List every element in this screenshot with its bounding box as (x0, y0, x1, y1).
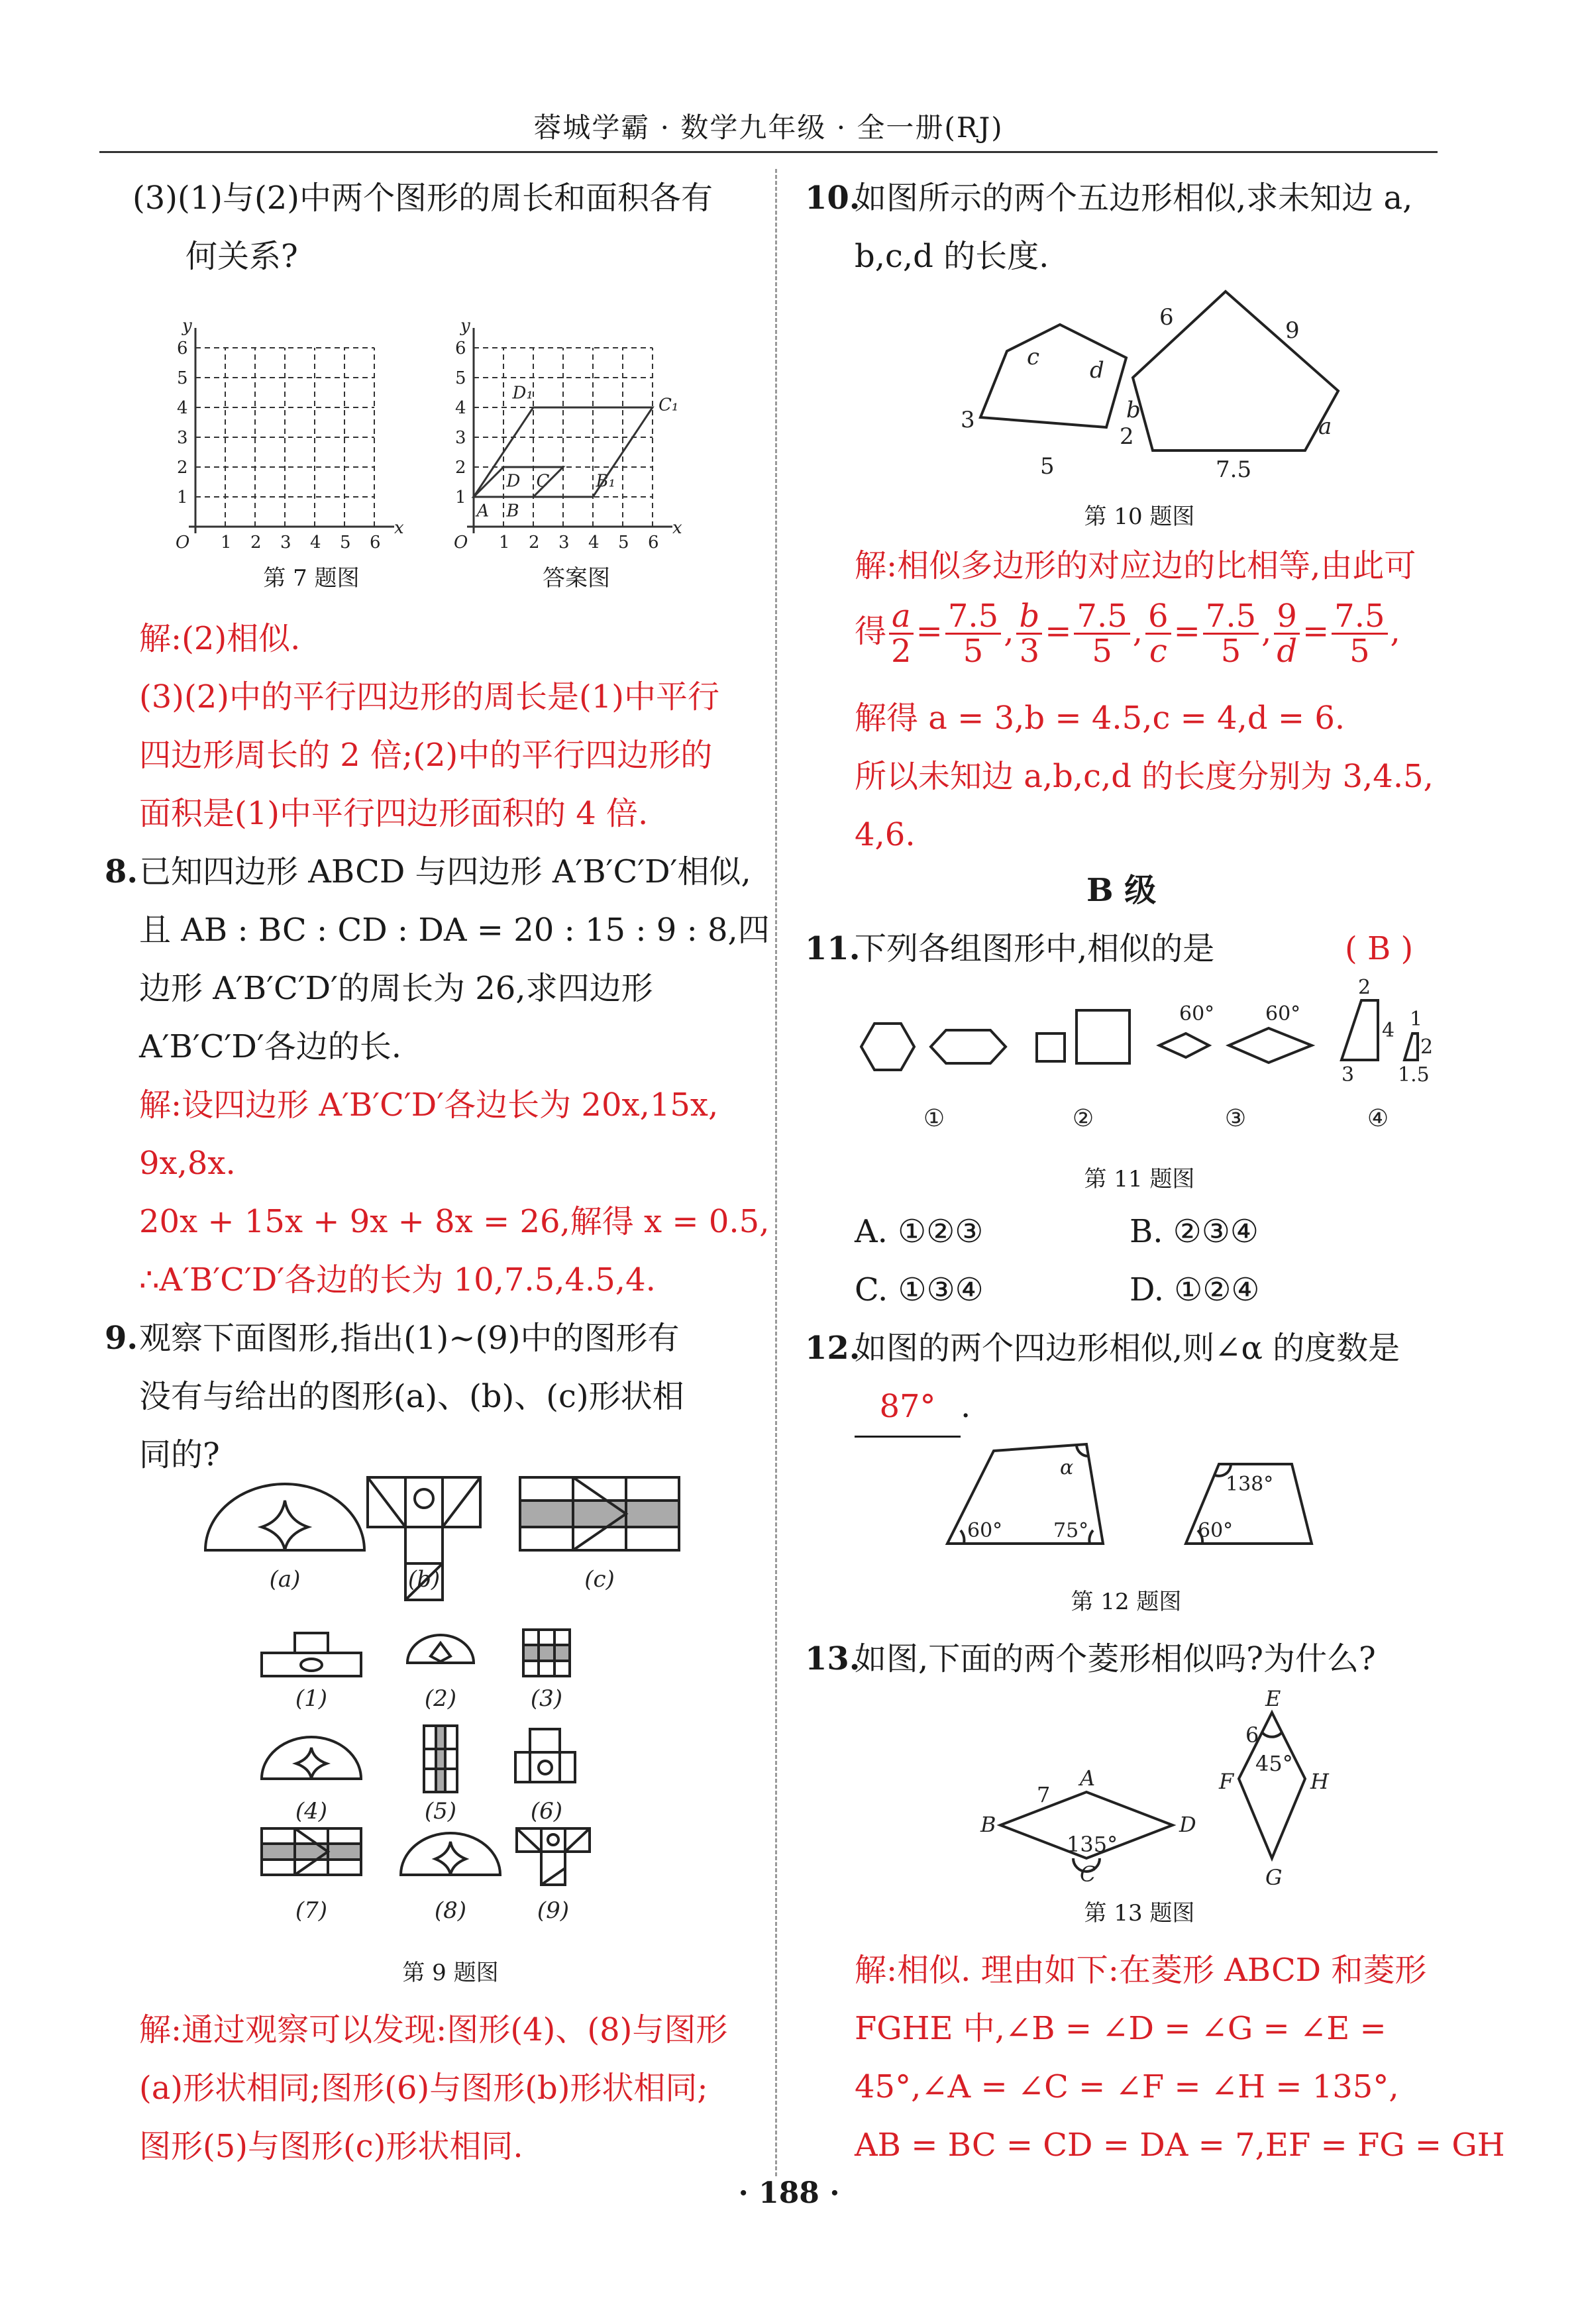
question-10-line1: 如图所示的两个五边形相似,求未知边 a, (855, 180, 1413, 217)
q7-cont-line1: (3)(1)与(2)中两个图形的周长和面积各有 (132, 180, 713, 217)
side-6: 6 (1245, 1722, 1259, 1748)
y-tick: 5 (455, 368, 466, 388)
label-6: 6 (1159, 304, 1174, 331)
frac-75-5: $\frac{7.5}{5}$ (945, 600, 1001, 668)
y-tick: 6 (177, 339, 188, 358)
figure-10-caption: 第 10 题图 (1084, 503, 1195, 530)
question-9-number: 9. (105, 1320, 138, 1357)
question-8-number: 8. (105, 853, 138, 890)
solution-10-line4: 所以未知边 a,b,c,d 的长度分别为 3,4.5, (855, 758, 1434, 795)
label-5: (5) (424, 1798, 457, 1824)
x-tick: 5 (340, 533, 351, 553)
trap-bottom-3: 3 (1341, 1063, 1355, 1086)
solution-10-line3: 解得 a = 3,b = 4.5,c = 4,d = 6. (855, 700, 1345, 737)
figure-13 (967, 1686, 1338, 1891)
y-tick: 2 (177, 458, 188, 478)
x-tick: 5 (618, 533, 629, 553)
angle-60-right: 60° (1265, 1002, 1301, 1026)
origin-label: O (454, 533, 468, 553)
y-axis-label: y (460, 316, 470, 336)
y-axis-label: y (182, 316, 192, 336)
angle-60-left: 60° (1179, 1002, 1215, 1026)
label-6: (6) (530, 1798, 563, 1824)
angle-alpha: α (1060, 1456, 1074, 1479)
header-rule (99, 151, 1438, 153)
shape-6 (530, 1729, 560, 1752)
angle-60-large: 60° (967, 1519, 1003, 1542)
y-tick: 3 (177, 428, 188, 448)
x-tick: 2 (529, 533, 540, 553)
y-tick: 4 (455, 398, 466, 418)
x-tick: 1 (499, 533, 510, 553)
x-tick: 6 (648, 533, 659, 553)
frac-6-c: $\frac{6}{c}$ (1145, 600, 1171, 668)
option-b: B. ②③④ (1130, 1213, 1259, 1250)
answer-figure-caption: 答案图 (543, 565, 610, 592)
frac-75-5: $\frac{7.5}{5}$ (1074, 600, 1130, 668)
label-3: 3 (961, 407, 975, 433)
solution-8-line3: 20x + 15x + 9x + 8x = 26,解得 x = 0.5, (139, 1203, 770, 1240)
solution-13-line1: 解:相似. 理由如下:在菱形 ABCD 和菱形 (855, 1952, 1427, 1989)
small-pentagon (980, 325, 1126, 427)
x-tick: 4 (588, 533, 600, 553)
origin-label: O (176, 533, 190, 553)
square-small (1037, 1033, 1065, 1061)
label-c: c (1027, 344, 1040, 370)
shape-2 (407, 1635, 474, 1663)
label-circle-3: ③ (1224, 1105, 1247, 1132)
solution-9-line3: 图形(5)与图形(c)形状相同. (139, 2128, 523, 2165)
shape-b-top (368, 1477, 480, 1527)
label-9: 9 (1285, 317, 1300, 344)
question-8-line2: 且 AB : BC : CD : DA = 20 : 15 : 9 : 8,四 (139, 912, 770, 949)
trap-small-side-2: 2 (1420, 1035, 1434, 1059)
rhombus-small (1159, 1033, 1209, 1057)
label-1: (1) (295, 1685, 328, 1712)
x-axis-label: x (672, 518, 682, 538)
option-d: D. ①②④ (1130, 1271, 1260, 1308)
vertex-c: C (1080, 1862, 1096, 1887)
question-9-line1: 观察下面图形,指出(1)~(9)中的图形有 (139, 1320, 680, 1357)
label-a: (a) (269, 1566, 301, 1593)
question-13-text: 如图,下面的两个菱形相似吗?为什么? (855, 1640, 1376, 1677)
question-10-number: 10. (805, 180, 861, 217)
column-divider (775, 169, 777, 2176)
frac-75-5: $\frac{7.5}{5}$ (1203, 600, 1259, 668)
figure-9 (192, 1477, 696, 1928)
point-label: C₁ (658, 395, 679, 415)
angle-135: 135° (1067, 1832, 1118, 1857)
square-large (1077, 1010, 1130, 1063)
solution-9-line1: 解:通过观察可以发现:图形(4)、(8)与图形 (139, 2011, 728, 2048)
figure-11-caption: 第 11 题图 (1084, 1166, 1195, 1192)
question-8-line1: 已知四边形 ABCD 与四边形 A′B′C′D′相似, (139, 853, 751, 890)
figure-13-caption: 第 13 题图 (1084, 1900, 1195, 1927)
angle-138: 138° (1226, 1473, 1274, 1496)
shape-a (205, 1484, 364, 1550)
solution-10-line1: 解:相似多边形的对应边的比相等,由此可 (855, 547, 1416, 584)
frac-a-2: $\frac{a}{2}$ (889, 600, 914, 668)
point-label: B₁ (596, 471, 616, 492)
solution-10-line5: 4,6. (855, 816, 916, 853)
angle-75: 75° (1053, 1519, 1089, 1542)
trap-small-top-1: 1 (1410, 1008, 1423, 1031)
question-12-number: 12. (805, 1330, 861, 1367)
question-11-number: 11. (805, 930, 861, 967)
solution-13-line3: 45°,∠A = ∠C = ∠F = ∠H = 135°, (855, 2068, 1399, 2105)
vertex-g: G (1265, 1865, 1283, 1890)
label-2: 2 (1120, 423, 1134, 450)
solution-8-line1: 解:设四边形 A′B′C′D′各边长为 20x,15x, (139, 1086, 719, 1124)
y-tick: 3 (455, 428, 466, 448)
question-12-period: . (961, 1388, 971, 1425)
option-a: A. ①②③ (855, 1213, 984, 1250)
point-label: B (506, 501, 519, 521)
trap-small-bottom-1-5: 1.5 (1398, 1063, 1430, 1086)
y-tick: 1 (455, 488, 466, 507)
point-label: D₁ (512, 383, 533, 403)
vertex-b: B (980, 1812, 996, 1837)
solution-13-line4: AB = BC = CD = DA = 7,EF = FG = GH (855, 2127, 1505, 2164)
solution-7-line2: (3)(2)中的平行四边形的周长是(1)中平行 (139, 678, 719, 715)
vertex-a: A (1080, 1766, 1096, 1791)
angle-60-small: 60° (1198, 1519, 1234, 1542)
label-2: (2) (424, 1685, 457, 1712)
x-tick: 3 (280, 533, 291, 553)
solution-7-line1: 解:(2)相似. (139, 620, 301, 657)
label-8: (8) (434, 1897, 467, 1924)
question-12-text: 如图的两个四边形相似,则∠α 的度数是 (855, 1330, 1400, 1367)
solution-8-line4: ∴A′B′C′D′各边的长为 10,7.5,4.5,4. (139, 1261, 656, 1298)
x-tick: 2 (250, 533, 262, 553)
frac-75-5: $\frac{7.5}{5}$ (1332, 600, 1387, 668)
solution-7-line4: 面积是(1)中平行四边形面积的 4 倍. (139, 795, 649, 832)
question-11-text: 下列各组图形中,相似的是 (855, 930, 1215, 967)
y-tick: 1 (177, 488, 188, 507)
trapezoid-large (1341, 1000, 1378, 1060)
vertex-e: E (1265, 1686, 1281, 1711)
vertex-d: D (1179, 1812, 1196, 1837)
question-13-number: 13. (805, 1640, 861, 1677)
figure-10 (927, 285, 1391, 497)
page-number: · 188 · (738, 2176, 840, 2210)
shape-a-star (262, 1501, 308, 1550)
shape-4 (262, 1737, 361, 1779)
question-12-blank-line (855, 1377, 971, 1438)
point-label: D (506, 471, 521, 492)
point-label: C (536, 471, 550, 492)
question-9-line2: 没有与给出的图形(a)、(b)、(c)形状相 (139, 1378, 684, 1415)
question-11-answer: ( B ) (1345, 930, 1414, 967)
trap-top-2: 2 (1358, 976, 1371, 999)
label-d: d (1090, 357, 1104, 384)
rhombus-large (1229, 1028, 1312, 1063)
grid-question (176, 316, 404, 553)
figure-7 (172, 291, 729, 556)
y-tick: 4 (177, 398, 188, 418)
solution-10-fractions: 得 $\frac{a}{2}$ = $\frac{7.5}{5}$ , $\frac{b}{3}$ = $\frac{7.5}{5}$ , $\frac{6}{c}$ = $\frac{7.5}{5}$ , $\frac{9}{d}$ = $\frac{7.5}{5}$ , (855, 598, 1400, 670)
grid-answer (454, 316, 682, 553)
trap-side-4: 4 (1382, 1019, 1395, 1042)
x-tick: 1 (221, 533, 232, 553)
solution-13-line2: FGHE 中,∠B = ∠D = ∠G = ∠E = (855, 2010, 1387, 2047)
hexagon-stretched (931, 1030, 1006, 1063)
x-axis-label: x (394, 518, 404, 538)
label-circle-1: ① (923, 1105, 945, 1132)
label-b: b (1126, 397, 1141, 423)
q7-cont-line2: 何关系? (185, 238, 298, 275)
question-8-line4: A′B′C′D′各边的长. (139, 1028, 402, 1065)
question-10-line2: b,c,d 的长度. (855, 238, 1049, 275)
side-7: 7 (1037, 1782, 1051, 1807)
running-header: 蓉城学霸 · 数学九年级 · 全一册(RJ) (533, 111, 1004, 144)
x-tick: 3 (558, 533, 570, 553)
figure-11 (848, 976, 1434, 1146)
x-tick: 4 (310, 533, 321, 553)
label-3: (3) (530, 1685, 563, 1712)
label-c: (c) (584, 1566, 615, 1593)
point-label: A (476, 501, 490, 521)
question-9-line3: 同的? (139, 1436, 220, 1473)
frac-b-3: $\frac{b}{3}$ (1016, 600, 1042, 668)
figure-9-caption: 第 9 题图 (402, 1960, 499, 1986)
vertex-h: H (1310, 1769, 1329, 1794)
hexagon-regular (861, 1024, 914, 1070)
solution-9-line2: (a)形状相同;图形(6)与图形(b)形状相同; (139, 2070, 708, 2107)
angle-45: 45° (1255, 1751, 1293, 1776)
frac-9-d: $\frac{9}{d}$ (1274, 600, 1300, 668)
label-7: (7) (295, 1897, 328, 1924)
label-9: (9) (537, 1897, 570, 1924)
shape-8 (401, 1833, 500, 1875)
figure-12-caption: 第 12 题图 (1071, 1589, 1182, 1615)
level-b-heading: B 级 (1086, 872, 1157, 909)
question-12-answer: 87° (855, 1377, 961, 1438)
label-a: a (1318, 413, 1332, 440)
figure-7-caption: 第 7 题图 (263, 565, 360, 592)
x-tick: 6 (370, 533, 381, 553)
label-4: (4) (295, 1798, 328, 1824)
y-tick: 5 (177, 368, 188, 388)
label-7-5: 7.5 (1216, 456, 1252, 483)
option-c: C. ①③④ (855, 1271, 984, 1308)
label-circle-4: ④ (1367, 1105, 1389, 1132)
solution-10-prefix: 得 (855, 613, 887, 650)
shape-1 (262, 1653, 361, 1676)
label-circle-2: ② (1072, 1105, 1094, 1132)
solution-8-line2: 9x,8x. (139, 1145, 236, 1182)
label-b: (b) (407, 1566, 441, 1593)
label-5: 5 (1040, 453, 1055, 480)
y-tick: 2 (455, 458, 466, 478)
vertex-f: F (1219, 1769, 1234, 1794)
question-8-line3: 边形 A′B′C′D′的周长为 26,求四边形 (139, 970, 653, 1007)
figure-12 (941, 1438, 1338, 1570)
y-tick: 6 (455, 339, 466, 358)
solution-7-line3: 四边形周长的 2 倍;(2)中的平行四边形的 (139, 737, 713, 774)
trapezoid-small (1404, 1033, 1418, 1060)
